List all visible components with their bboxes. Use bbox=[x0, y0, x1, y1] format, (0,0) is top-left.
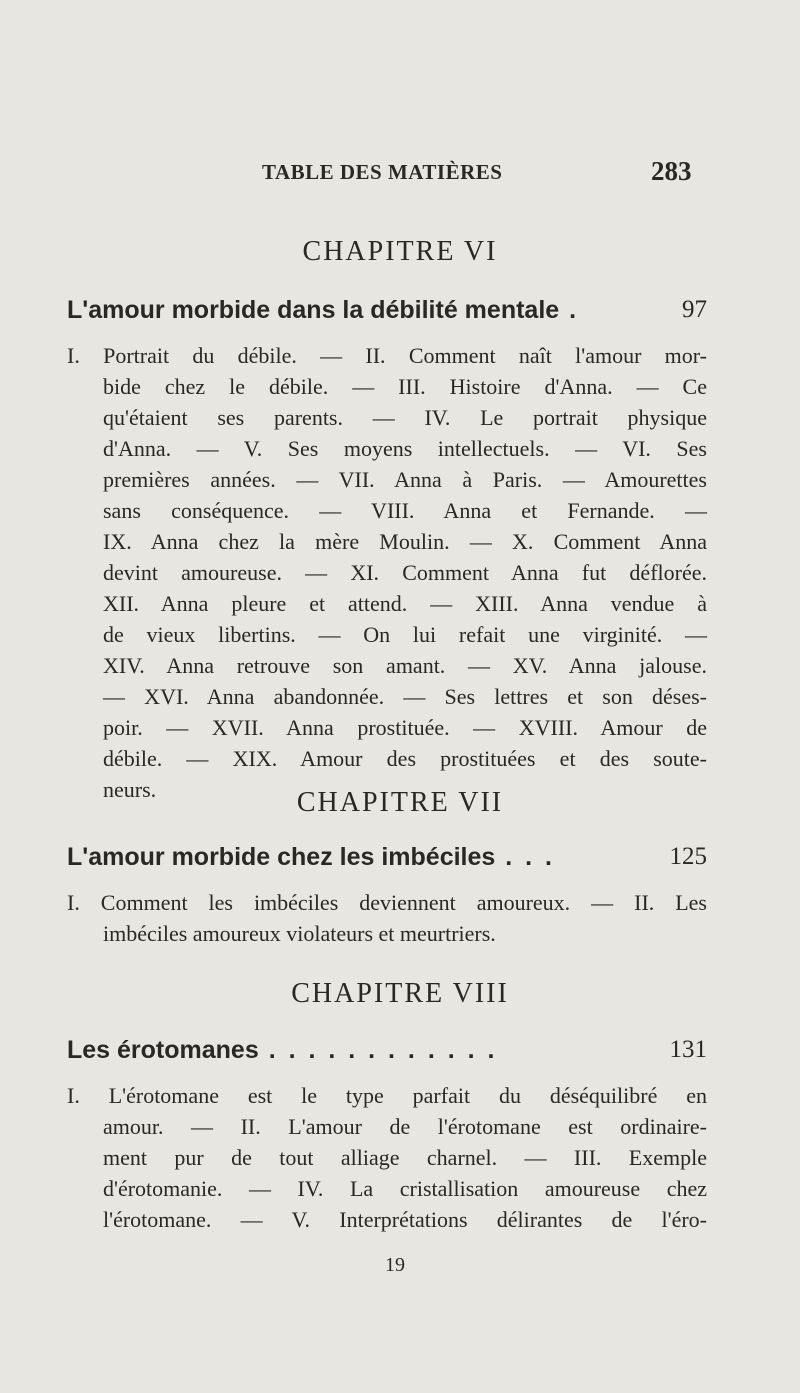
dot-leader: . bbox=[559, 296, 580, 324]
chapter-title: L'amour morbide dans la débilité mentale bbox=[67, 296, 560, 324]
chapter-summary bbox=[67, 1080, 707, 1235]
summary-line: — XVI. Anna abandonnée. — Ses lettres et son déses- bbox=[103, 684, 707, 709]
chapter-heading: CHAPITRE VI bbox=[302, 236, 498, 267]
chapter-summary bbox=[67, 887, 707, 949]
chapter-heading: CHAPITRE VII bbox=[296, 787, 504, 818]
chapter-page-ref: 131 bbox=[669, 1036, 707, 1063]
dot-leader: . . . . . . . . . . . . bbox=[258, 1036, 498, 1064]
summary-line: amour. — II. L'amour de l'érotomane est ordinaire- bbox=[103, 1114, 707, 1139]
dot-leader: . . . bbox=[495, 843, 555, 871]
summary-line: l'érotomane. — V. Interprétations délirantes de l'éro- bbox=[103, 1207, 707, 1232]
running-header-title: TABLE DES MATIÈRES bbox=[262, 160, 503, 184]
chapter-title-entry bbox=[67, 1036, 707, 1065]
summary-line: premières années. — VII. Anna à Paris. — Amourettes bbox=[103, 467, 707, 492]
chapter-title: L'amour morbide chez les imbéciles bbox=[67, 843, 496, 871]
summary-line: devint amoureuse. — XI. Comment Anna fut déflorée. bbox=[103, 560, 707, 585]
summary-line: I. L'érotomane est le type parfait du déséquilibré en bbox=[67, 1083, 707, 1108]
chapter-page-ref: 125 bbox=[669, 843, 707, 870]
chapter-heading: CHAPITRE VIII bbox=[291, 978, 509, 1009]
summary-line: I. Portrait du débile. — II. Comment naît l'amour mor- bbox=[67, 343, 707, 368]
summary-line: ment pur de tout alliage charnel. — III. Exemple bbox=[103, 1145, 707, 1170]
summary-line: neurs. bbox=[103, 777, 157, 802]
chapter-title-entry bbox=[67, 843, 707, 872]
page-number: 283 bbox=[651, 156, 692, 186]
signature-mark: 19 bbox=[385, 1254, 405, 1276]
summary-line: XIV. Anna retrouve son amant. — XV. Anna jalouse. bbox=[103, 653, 707, 678]
summary-line: qu'étaient ses parents. — IV. Le portrait physique bbox=[103, 405, 707, 430]
summary-line: imbéciles amoureux violateurs et meurtriers. bbox=[103, 921, 496, 946]
summary-line: poir. — XVII. Anna prostituée. — XVIII. Amour de bbox=[103, 715, 707, 740]
summary-line: de vieux libertins. — On lui refait une virginité. — bbox=[103, 622, 707, 647]
chapter-title: Les érotomanes bbox=[67, 1036, 259, 1064]
summary-line: IX. Anna chez la mère Moulin. — X. Comment Anna bbox=[103, 529, 707, 554]
chapter-title-entry bbox=[67, 296, 707, 325]
chapter-page-ref: 97 bbox=[682, 296, 707, 323]
chapter-summary bbox=[67, 340, 707, 805]
summary-line: bide chez le débile. — III. Histoire d'Anna. — Ce bbox=[103, 374, 707, 399]
summary-line: débile. — XIX. Amour des prostituées et des soute- bbox=[103, 746, 707, 771]
summary-line: d'érotomanie. — IV. La cristallisation amoureuse chez bbox=[103, 1176, 707, 1201]
summary-line: d'Anna. — V. Ses moyens intellectuels. — VI. Ses bbox=[103, 436, 707, 461]
summary-line: I. Comment les imbéciles deviennent amoureux. — II. Les bbox=[67, 890, 707, 915]
summary-line: XII. Anna pleure et attend. — XIII. Anna vendue à bbox=[103, 591, 707, 616]
summary-line: sans conséquence. — VIII. Anna et Fernande. — bbox=[103, 498, 707, 523]
